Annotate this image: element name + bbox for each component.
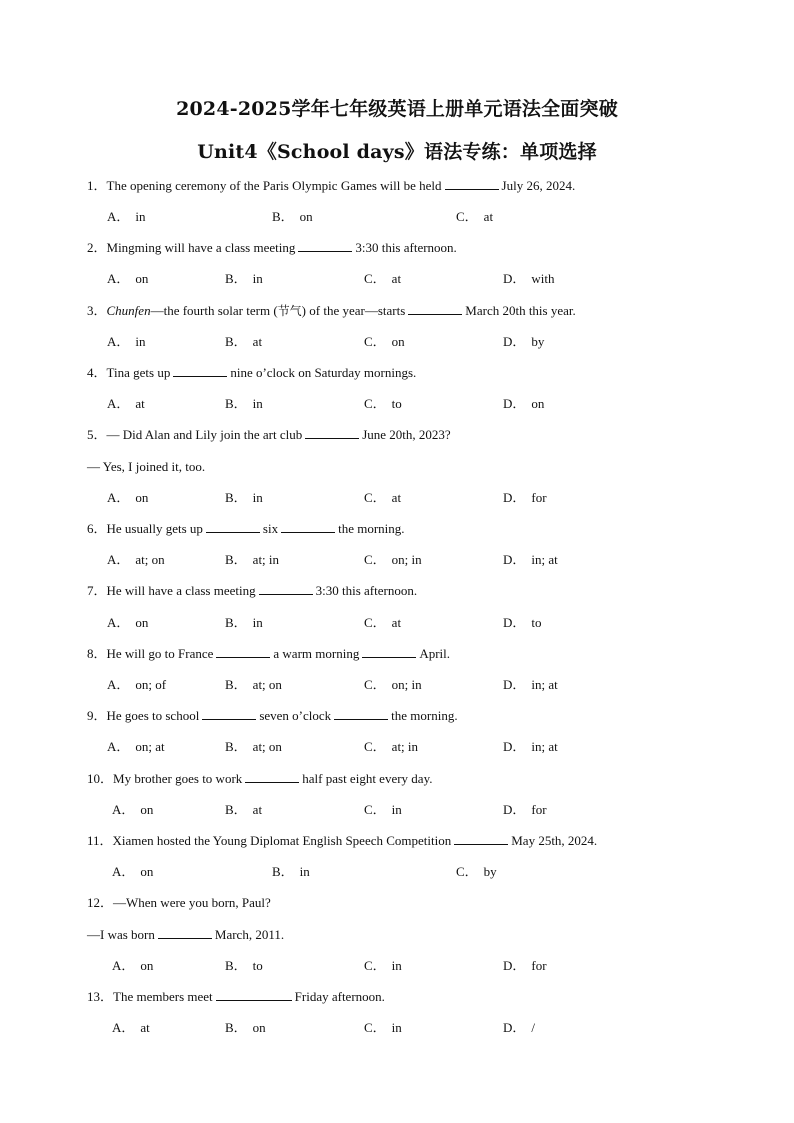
option-d[interactable]: D． for [503,958,547,973]
page-title: 2024-2025学年七年级英语上册单元语法全面突破 [176,98,618,120]
answer-blank[interactable] [259,583,313,595]
answer-blank[interactable] [206,521,260,533]
answer-blank[interactable] [454,833,508,845]
option-c[interactable]: C． at [364,615,402,630]
option-a[interactable]: A． in [107,209,146,224]
option-d[interactable]: D． on [503,396,545,411]
option-a[interactable]: A． on [112,958,154,973]
option-d[interactable]: D． to [503,615,542,630]
answer-blank[interactable] [362,646,416,658]
answer-blank[interactable] [305,427,359,439]
option-b[interactable]: B． to [225,958,263,973]
option-b[interactable]: B． in [272,864,310,879]
option-b[interactable]: B． in [225,271,263,286]
option-a[interactable]: A． on; of [107,677,167,692]
option-d[interactable]: D． in; at [503,739,558,754]
option-b[interactable]: B． on [225,1020,266,1035]
question-9: 9．He goes to school seven o’clock the morning. [87,708,458,723]
answer-blank[interactable] [158,927,212,939]
option-b[interactable]: B． in [225,490,263,505]
option-a[interactable]: A． at [107,396,145,411]
option-d[interactable]: D． by [503,334,545,349]
option-a[interactable]: A． in [107,334,146,349]
option-b[interactable]: B． in [225,396,263,411]
question-8: 8．He will go to France a warm morning April. [87,646,451,661]
question-12-reply: —I was born March, 2011. [87,927,285,942]
question-5: 5．— Did Alan and Lily join the art club June 20th, 2023? [87,427,451,442]
option-c[interactable]: C． on; in [364,552,422,567]
option-c[interactable]: C． in [364,958,402,973]
option-b[interactable]: B． at [225,334,263,349]
question-12: 12．—When were you born, Paul? [87,895,271,910]
option-b[interactable]: B． at; on [225,739,282,754]
option-b[interactable]: B． at; on [225,677,282,692]
answer-blank[interactable] [216,989,292,1001]
option-a[interactable]: A． on [107,615,149,630]
option-c[interactable]: C． by [456,864,497,879]
option-b[interactable]: B． on [272,209,313,224]
option-d[interactable]: D． with [503,271,555,286]
option-a[interactable]: A． at; on [107,552,165,567]
page-subtitle: Unit4《School days》语法专练：单项选择 [197,141,597,163]
question-2: 2．Mingming will have a class meeting 3:30 this afternoon. [87,240,457,255]
question-13: 13．The members meet Friday afternoon. [87,989,385,1004]
option-c[interactable]: C． on [364,334,405,349]
option-d[interactable]: D． in; at [503,677,558,692]
option-a[interactable]: A． at [112,1020,150,1035]
answer-blank[interactable] [445,178,499,190]
answer-blank[interactable] [173,365,227,377]
question-7: 7．He will have a class meeting 3:30 this afternoon. [87,583,418,598]
answer-blank[interactable] [334,708,388,720]
question-4: 4．Tina gets up nine o’clock on Saturday mornings. [87,365,417,380]
option-a[interactable]: A． on [112,864,154,879]
answer-blank[interactable] [202,708,256,720]
question-10: 10．My brother goes to work half past eight every day. [87,771,433,786]
question-3: 3．Chunfen—the fourth solar term (节气) of the year—starts March 20th this year. [87,303,576,318]
option-d[interactable]: D． for [503,802,547,817]
question-6: 6．He usually gets up six the morning. [87,521,405,536]
option-b[interactable]: B． at [225,802,263,817]
question-1: 1．The opening ceremony of the Paris Olympic Games will be held July 26, 2024. [87,178,576,193]
option-b[interactable]: B． at; in [225,552,280,567]
option-a[interactable]: A． on; at [107,739,165,754]
option-a[interactable]: A． on [112,802,154,817]
question-11: 11．Xiamen hosted the Young Diplomat English Speech Competition May 25th, 2024. [87,833,598,848]
option-c[interactable]: C． at; in [364,739,419,754]
answer-blank[interactable] [408,303,462,315]
answer-blank[interactable] [216,646,270,658]
option-c[interactable]: C． in [364,802,402,817]
option-c[interactable]: C． at [364,271,402,286]
option-a[interactable]: A． on [107,271,149,286]
question-5-reply: — Yes, I joined it, too. [87,459,206,474]
answer-blank[interactable] [281,521,335,533]
option-c[interactable]: C． at [456,209,494,224]
option-c[interactable]: C． on; in [364,677,422,692]
option-b[interactable]: B． in [225,615,263,630]
option-c[interactable]: C． to [364,396,402,411]
option-a[interactable]: A． on [107,490,149,505]
answer-blank[interactable] [298,240,352,252]
option-d[interactable]: D． for [503,490,547,505]
option-d[interactable]: D． in; at [503,552,558,567]
answer-blank[interactable] [245,771,299,783]
option-c[interactable]: C． at [364,490,402,505]
option-d[interactable]: D． / [503,1020,536,1035]
option-c[interactable]: C． in [364,1020,402,1035]
